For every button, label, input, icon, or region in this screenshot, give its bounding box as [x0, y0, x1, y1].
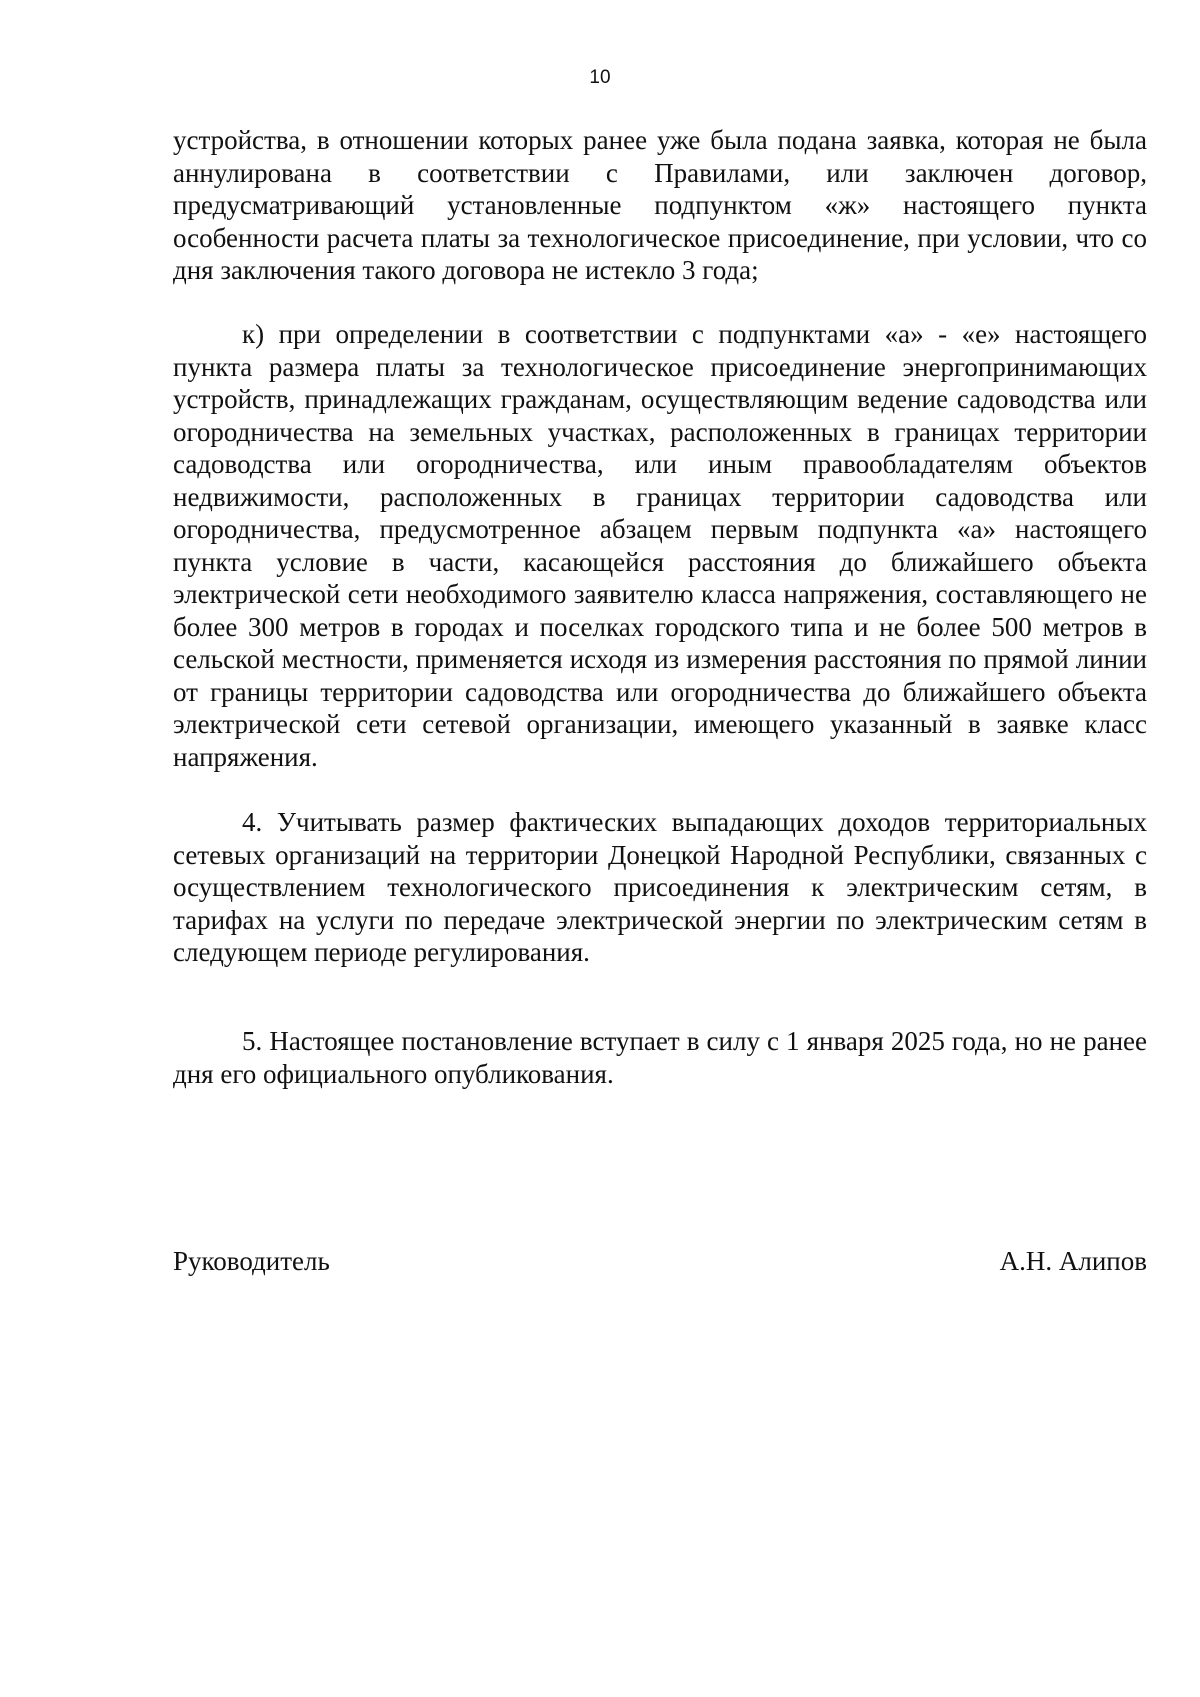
paragraph-item-k: к) при определении в соответствии с подпунктами «а» - «е» настоящего пункта размера платы за технологическое присоединение энергопринимающих устройств, принадлежащих гражданам, осуществляющим ведение садоводства или огородничества на земельных участках, расположенных в границах территории садоводства или огородничества, или иным правообладателям объектов недвижимости, расположенных в границах территории садоводства или огородничества, предусмотренное абзацем первым подпункта «а» настоящего пункта условие в части, касающейся расстояния до ближайшего объекта электрической сети необходимого заявителю класса напряжения, составляющего не более 300 метров в городах и поселках городского типа и не более 500 метров в сельской местности, применяется исходя из измерения расстояния по прямой линии от границы территории садоводства или огородничества до ближайшего объекта электрической сети сетевой организации, имеющего указанный в заявке класс напряжения.	[173, 319, 1147, 772]
paragraph-item-4: 4. Учитывать размер фактических выпадающих доходов территориальных сетевых организаций на территории Донецкой Народной Республики, связанных с осуществлением технологического присоединения к электрическим сетям, в тарифах на услуги по передаче электрической энергии по электрическим сетям в следующем периоде регулирования.	[173, 807, 1147, 967]
signatory-name: А.Н. Алипов	[999, 1246, 1147, 1276]
paragraph-item-5: 5. Настоящее постановление вступает в силу с 1 января 2025 года, но не ранее дня его официального опубликования.	[173, 1026, 1147, 1089]
page-number: 10	[589, 67, 611, 88]
signatory-position: Руководитель	[173, 1246, 330, 1276]
signature-block	[173, 1245, 1147, 1277]
paragraph-continuation: устройства, в отношении которых ранее уже была подана заявка, которая не была аннулирована в соответствии с Правилами, или заключен договор, предусматривающий установленные подпунктом «ж» настоящего пункта особенности расчета платы за технологическое присоединение, при условии, что со дня заключения такого договора не истекло 3 года;	[173, 125, 1147, 285]
